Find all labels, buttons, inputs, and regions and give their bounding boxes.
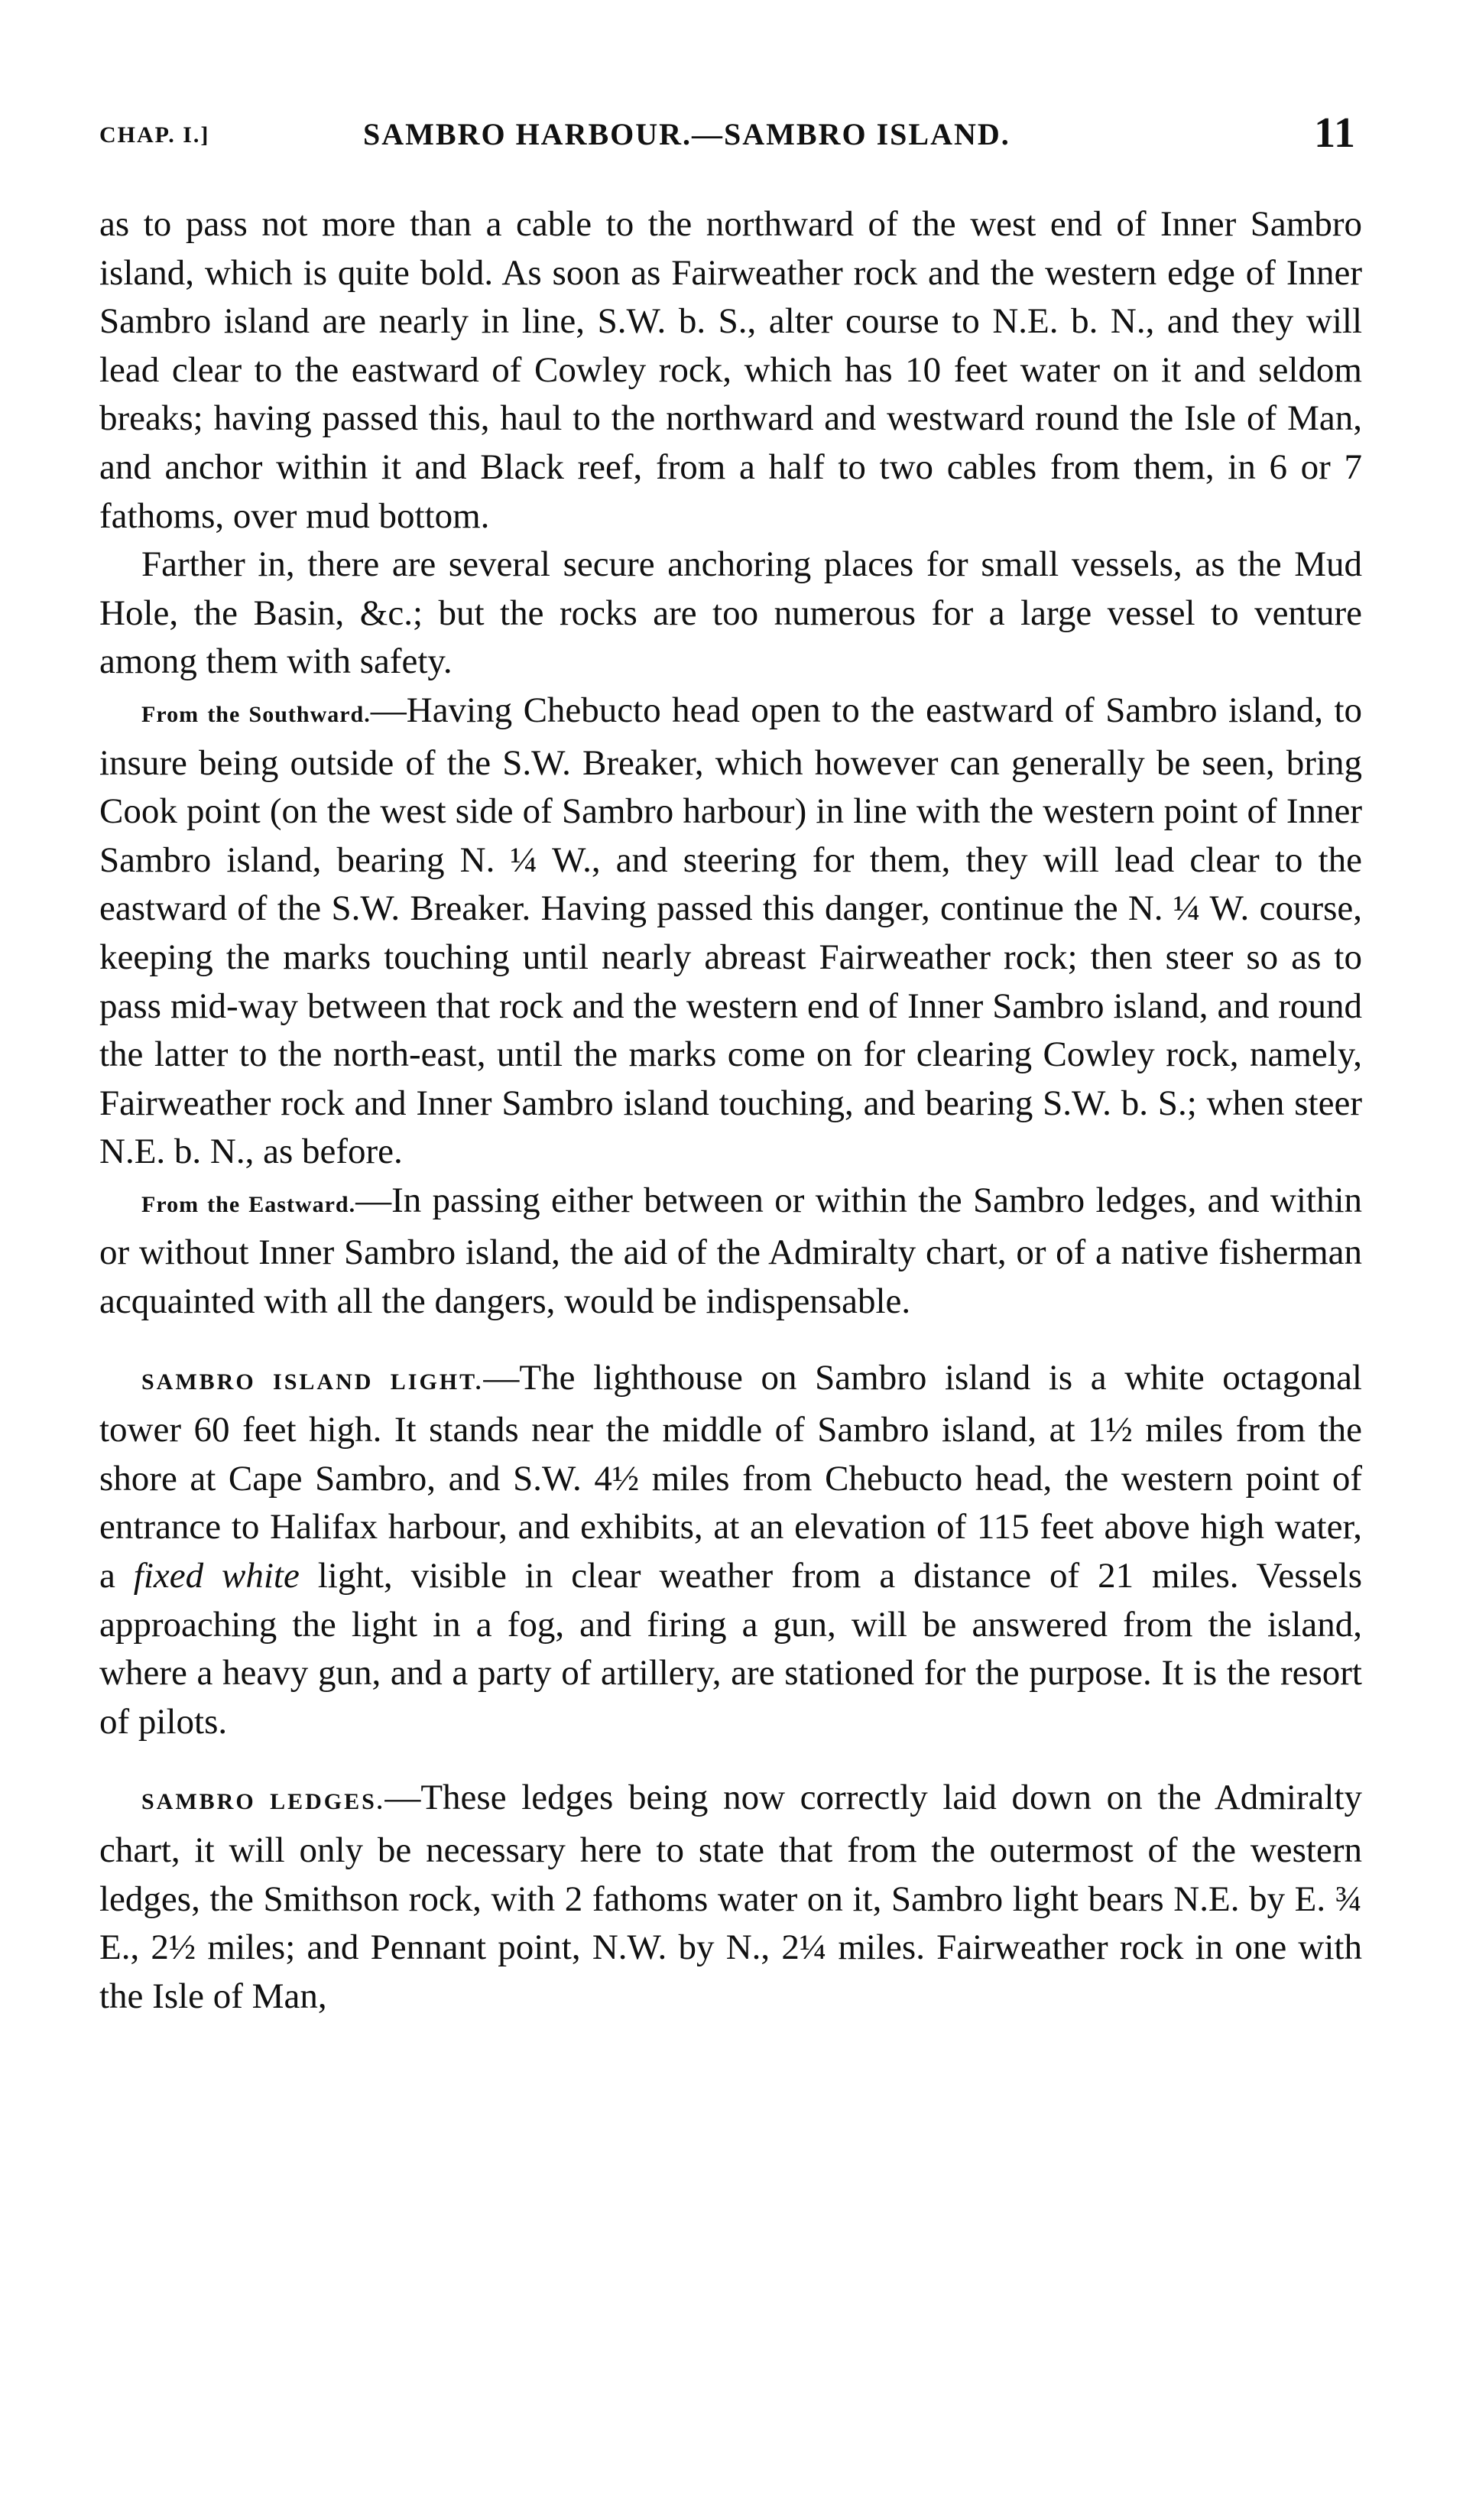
- chapter-label: CHAP. I.]: [99, 122, 210, 148]
- paragraph-text: —The lighthouse on Sambro island is a white octagonal tower 60 feet high. It stands near the middle of Sambro island, at 1½ miles from the shore at Cape Sambro, and S.W. 4½ miles from Chebucto head, the western point of entrance to Halifax harbour, and exhibits, at an elevation of 115 feet above high water, a: [99, 1357, 1362, 1596]
- paragraph-text: as to pass not more than a cable to the northward of the west end of Inner Sambro island, which is quite bold. As soon as Fairweather rock and the western edge of Inner Sambro island are nearly in line, S.W. b. S., alter course to N.E. b. N., and they will lead clear to the eastward of Cowley rock, which has 10 feet water on it and seldom breaks; having passed this, haul to the northward and westward round the Isle of Man, and anchor within it and Black reef, from a half to two cables from them, in 6 or 7 fathoms, over mud bottom.: [99, 204, 1362, 536]
- paragraph-text: Farther in, there are several secure anchoring places for small vessels, as the Mud Hole, the Basin, &c.; but the rocks are too numerous for a large vessel to venture among them with safety.: [99, 544, 1362, 682]
- side-heading-sambro-ledges: SAMBRO LEDGES.: [141, 1789, 385, 1815]
- side-heading-sambro-light: SAMBRO ISLAND LIGHT.: [141, 1369, 484, 1395]
- paragraph-from-southward: [99, 687, 1362, 1177]
- paragraph-text: light, visible in clear weather from a distance of 21 miles. Vessels approaching the light in a fog, and firing a gun, will be answered from the island, where a heavy gun, and a party of artillery, are stationed for the purpose. It is the resort of pilots.: [99, 1556, 1362, 1742]
- side-heading-eastward: From the Eastward.: [141, 1191, 356, 1217]
- running-header: [99, 109, 1364, 159]
- page-number: 11: [1314, 109, 1356, 157]
- paragraph-text: —These ledges being now correctly laid down on the Admiralty chart, it will only be necessary here to state that from the outermost of the western ledges, the Smithson rock, with 2 fathoms water on it, Sambro light bears N.E. by E. ¾ E., 2½ miles; and Pennant point, N.W. by N., 2¼ miles. Fairweather rock in one with the Isle of Man,: [99, 1778, 1363, 2016]
- running-title: SAMBRO HARBOUR.—SAMBRO ISLAND.: [363, 117, 1010, 151]
- light-character: fixed white: [133, 1556, 300, 1596]
- paragraph-text: —In passing either between or within the Sambro ledges, and within or without Inner Sambro island, the aid of the Admiralty chart, or of a native fisherman acquainted with all the dangers, would be indispensable.: [99, 1180, 1363, 1322]
- paragraph-from-eastward: [99, 1177, 1362, 1327]
- paragraph-sambro-light: [99, 1354, 1362, 1747]
- paragraph-text: —Having Chebucto head open to the eastward of Sambro island, to insure being outside of the S.W. Breaker, which however can generally be seen, bring Cook point (on the west side of Sambro harbour) in line with the western point of Inner Sambro island, bearing N. ¼ W., and steering for them, they will lead clear to the eastward of the S.W. Breaker. Having passed this danger, continue the N. ¼ W. course, keeping the marks touching until nearly abreast Fairweather rock; then steer so as to pass mid-way between that rock and the western end of Inner Sambro island, and round the latter to the north-east, until the marks come on for clearing Cowley rock, namely, Fairweather rock and Inner Sambro island touching, and bearing S.W. b. S.; when steer N.E. b. N., as before.: [99, 690, 1362, 1172]
- paragraph-continuation: [99, 200, 1362, 541]
- side-heading-southward: From the Southward.: [141, 701, 371, 727]
- paragraph-sambro-ledges: [99, 1774, 1362, 2021]
- body-text: [99, 200, 1362, 2021]
- paragraph-farther-in: [99, 541, 1362, 687]
